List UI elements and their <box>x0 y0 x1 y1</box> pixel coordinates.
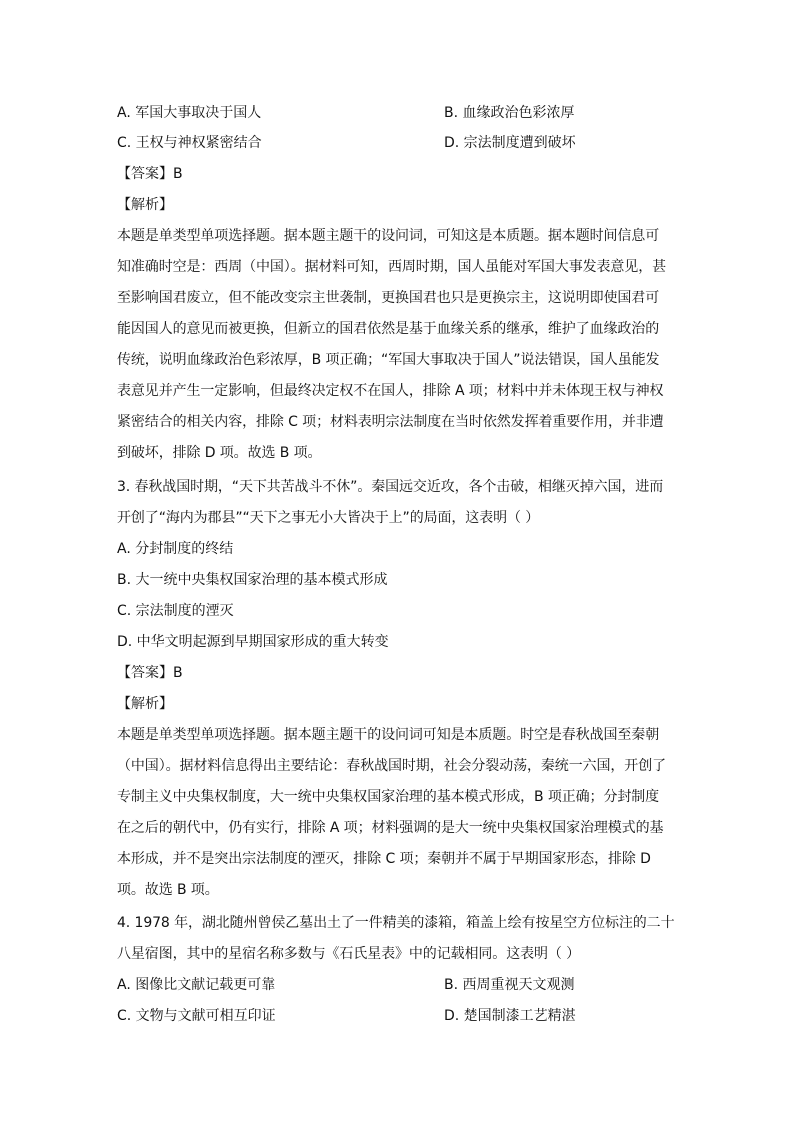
q2-analysis-line: 至影响国君废立，但不能改变宗主世袭制，更换国君也只是更换宗主，这说明即使国君可 <box>117 290 660 306</box>
q3-option-c: C. 宗法制度的湮灭 <box>117 603 234 619</box>
q3-option-b: B. 大一统中央集权国家治理的基本模式形成 <box>117 572 388 588</box>
q3-stem-line: 开创了“海内为郡县”“天下之事无小大皆决于上”的局面，这表明（ ） <box>117 510 540 526</box>
q2-analysis-line: 到破坏，排除 D 项。故选 B 项。 <box>117 445 322 461</box>
q2-analysis-line: 能因国人的意见而被更换，但新立的国君依然是基于血缘关系的继承，维护了血缘政治的 <box>117 321 660 337</box>
q2-option-b: B. 血缘政治色彩浓厚 <box>444 105 575 121</box>
q2-answer: 【答案】B <box>117 166 183 182</box>
q2-analysis-line: 本题是单类型单项选择题。据本题主题干的设问词，可知这是本质题。据本题时间信息可 <box>117 228 660 244</box>
q3-option-d: D. 中华文明起源到早期国家形成的重大转变 <box>117 634 389 650</box>
q3-analysis-line: （中国）。据材料信息得出主要结论：春秋战国时期，社会分裂动荡，秦统一六国，开创了 <box>117 758 666 774</box>
q2-analysis-line: 知准确时空是：西周（中国）。据材料可知，西周时期，国人虽能对军国大事发表意见，甚 <box>117 259 666 275</box>
q4-option-d: D. 楚国制漆工艺精湛 <box>444 1008 576 1024</box>
q2-analysis-line: 紧密结合的相关内容，排除 C 项；材料表明宗法制度在当时依然发挥着重要作用，并非遭 <box>117 414 664 430</box>
q4-stem-line: 4. 1978 年，湖北随州曾侯乙墓出土了一件精美的漆箱，箱盖上绘有按星空方位标注的二十 <box>117 915 675 931</box>
q3-analysis-line: 项。故选 B 项。 <box>117 882 219 898</box>
q3-analysis-line: 本形成，并不是突出宗法制度的湮灭，排除 C 项；秦朝并不属于早期国家形态，排除 D <box>117 851 651 867</box>
q3-analysis-line: 本题是单类型单项选择题。据本题主题干的设问词可知是本质题。时空是春秋战国至秦朝 <box>117 727 660 743</box>
q2-option-c: C. 王权与神权紧密结合 <box>117 135 262 151</box>
q4-option-c: C. 文物与文献可相互印证 <box>117 1008 276 1024</box>
q2-option-d: D. 宗法制度遭到破坏 <box>444 135 576 151</box>
q3-analysis-line: 专制主义中央集权制度，大一统中央集权国家治理的基本模式形成，B 项正确；分封制度 <box>117 789 660 805</box>
q3-analysis-line: 在之后的朝代中，仍有实行，排除 A 项；材料强调的是大一统中央集权国家治理模式的基 <box>117 820 664 836</box>
q4-option-b: B. 西周重视天文观测 <box>444 977 575 993</box>
q4-option-a: A. 图像比文献记载更可靠 <box>117 977 276 993</box>
q3-option-a: A. 分封制度的终结 <box>117 541 234 557</box>
q3-analysis-heading: 【解析】 <box>117 696 173 712</box>
q2-option-a: A. 军国大事取决于国人 <box>117 105 262 121</box>
q3-answer: 【答案】B <box>117 665 183 681</box>
q3-stem-line: 3. 春秋战国时期，“天下共苦战斗不休”。秦国远交近攻，各个击破，相继灭掉六国，进而 <box>117 479 664 495</box>
q2-analysis-heading: 【解析】 <box>117 197 173 213</box>
q4-stem-line: 八星宿图，其中的星宿名称多数与《石氏星表》中的记载相同。这表明（ ） <box>117 946 581 962</box>
q2-analysis-line: 表意见并产生一定影响，但最终决定权不在国人，排除 A 项；材料中并未体现王权与神权 <box>117 383 664 399</box>
q2-analysis-line: 传统，说明血缘政治色彩浓厚，B 项正确；“军国大事取决于国人”说法错误，国人虽能发 <box>117 352 660 368</box>
